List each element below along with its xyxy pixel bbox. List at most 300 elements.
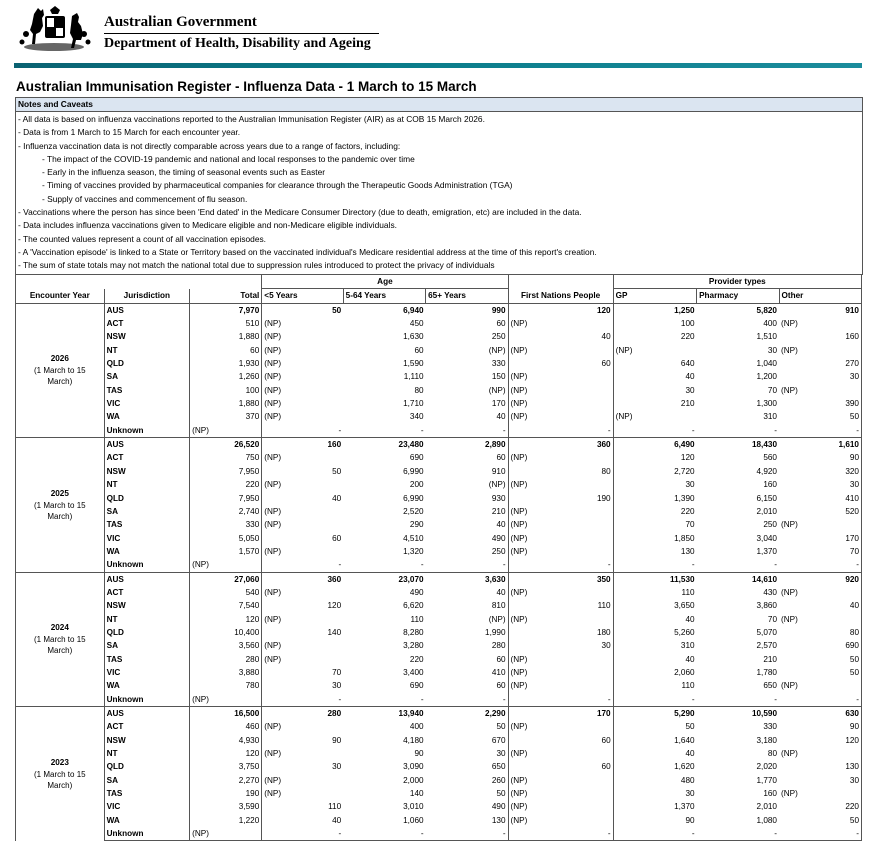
other-np-cell (779, 410, 810, 423)
65-plus-cell: - (502, 425, 506, 435)
gp-np-cell (613, 613, 648, 626)
jurisdiction-cell: NT (106, 749, 118, 759)
total-cell: 4,930 (190, 734, 262, 747)
gp-cell: 5,260 (674, 627, 695, 637)
other-np-cell (779, 357, 810, 370)
65-plus-cell: 810 (491, 601, 506, 611)
jurisdiction-cell: QLD (106, 359, 124, 369)
other-np-cell (779, 492, 810, 505)
under-5-cell: (NP) (262, 613, 343, 626)
gp-cell: - (691, 694, 695, 704)
first-nations-np-cell (508, 558, 540, 572)
pharmacy-cell: 430 (763, 587, 777, 597)
jurisdiction-cell: SA (106, 506, 118, 516)
total-cell: 7,970 (190, 303, 262, 317)
total-cell: 510 (190, 317, 262, 330)
jurisdiction-cell: NSW (106, 332, 126, 342)
gp-np-cell (613, 357, 648, 370)
first-nations-np-cell: (NP) (508, 774, 540, 787)
other-np-cell (779, 814, 810, 827)
gp-cell: 11,530 (648, 572, 696, 586)
under-5-cell: 160 (262, 438, 343, 452)
first-nations-cell (540, 653, 613, 666)
gp-cell (648, 344, 696, 357)
under-5-cell: (NP) (262, 518, 343, 531)
total-cell: (NP) (190, 424, 262, 438)
jurisdiction-cell: NT (106, 345, 118, 355)
table-row (16, 370, 862, 383)
other-cell (810, 787, 862, 800)
under-5-cell: (NP) (262, 410, 343, 423)
5-64-cell: - (420, 694, 424, 704)
col-under-5: <5 Years (262, 289, 343, 303)
under-5-cell: (NP) (262, 344, 343, 357)
table-row (16, 330, 862, 343)
total-cell: 120 (190, 747, 262, 760)
under-5-cell: (NP) (262, 747, 343, 760)
other-np-cell (779, 478, 810, 491)
5-64-cell: 8,280 (403, 627, 424, 637)
first-nations-np-cell (508, 626, 540, 639)
65-plus-cell: (NP) (488, 345, 506, 355)
65-plus-cell: - (426, 827, 508, 841)
gp-cell: 110 (681, 587, 695, 597)
jurisdiction-cell: VIC (106, 533, 121, 543)
first-nations-cell (540, 384, 613, 397)
first-nations-cell: 190 (596, 493, 611, 503)
65-plus-cell: 490 (491, 533, 506, 543)
gp-np-cell (613, 492, 648, 505)
pharmacy-cell: 80 (767, 749, 777, 759)
first-nations-cell (540, 545, 613, 558)
total-cell: 460 (190, 720, 262, 733)
5-64-cell: 290 (409, 520, 424, 530)
65-plus-cell: 410 (491, 667, 506, 677)
first-nations-np-cell: (NP) (508, 518, 540, 531)
first-nations-np-cell: (NP) (508, 720, 540, 733)
first-nations-cell (540, 370, 613, 383)
jurisdiction-cell: Unknown (106, 560, 144, 570)
first-nations-np-cell: (NP) (508, 747, 540, 760)
total-cell: (NP) (190, 693, 262, 707)
jurisdiction-cell: VIC (106, 802, 121, 812)
gp-cell: 220 (680, 506, 695, 516)
table-row (16, 478, 862, 491)
gp-cell: 120 (680, 453, 695, 463)
5-64-cell: 60 (414, 345, 424, 355)
table-row (16, 317, 862, 330)
5-64-cell: 1,630 (403, 332, 424, 342)
gp-cell: 2,720 (674, 466, 695, 476)
gp-cell (648, 410, 696, 423)
gp-cell: 480 (680, 775, 695, 785)
jurisdiction-cell: AUS (104, 707, 190, 721)
total-cell: 3,750 (190, 760, 262, 773)
first-nations-cell (540, 720, 613, 733)
65-plus-cell: 250 (491, 546, 506, 556)
table-row (16, 572, 862, 586)
jurisdiction-cell: NSW (106, 601, 126, 611)
other-np-cell (779, 800, 810, 813)
pharmacy-cell: 330 (763, 722, 777, 732)
pharmacy-cell: 400 (763, 319, 777, 329)
other-cell (810, 679, 862, 692)
first-nations-np-cell: (NP) (508, 410, 540, 423)
5-64-cell: 4,180 (403, 735, 424, 745)
under-5-cell: 360 (262, 572, 343, 586)
age-group-header: Age (262, 275, 508, 289)
65-plus-cell: (NP) (488, 385, 506, 395)
5-64-cell: 6,940 (343, 303, 425, 317)
jurisdiction-cell: SA (106, 641, 118, 651)
other-cell: 690 (810, 639, 862, 652)
other-np-cell (779, 599, 810, 612)
other-np-cell: (NP) (781, 789, 798, 799)
gp-cell: 1,250 (648, 303, 696, 317)
under-5-cell: (NP) (262, 451, 343, 464)
gp-cell: 40 (685, 614, 695, 624)
first-nations-np-cell (508, 827, 540, 841)
gp-np-cell (613, 679, 648, 692)
table-body (16, 303, 862, 841)
gp-np-cell (613, 518, 648, 531)
jurisdiction-cell: VIC (106, 667, 121, 677)
under-5-cell: (NP) (262, 787, 343, 800)
first-nations-np-cell: (NP) (508, 814, 540, 827)
65-plus-cell: 650 (491, 762, 506, 772)
note-line: - The counted values represent a count of all vaccination episodes. (18, 233, 266, 244)
encounter-year-cell: 2024 (1 March to 15 March) (16, 572, 105, 706)
5-64-cell: 3,090 (403, 762, 424, 772)
other-cell: 920 (810, 572, 862, 586)
jurisdiction-cell: WA (106, 546, 120, 556)
col-5-64: 5-64 Years (343, 289, 425, 303)
gp-cell: - (691, 425, 695, 435)
table-row (16, 613, 862, 626)
first-nations-cell (540, 800, 613, 813)
other-cell (810, 747, 862, 760)
gp-np-cell (613, 370, 648, 383)
encounter-year-cell: 2025 (1 March to 15 March) (16, 438, 105, 572)
5-64-cell: 490 (409, 587, 424, 597)
table-row (16, 747, 862, 760)
65-plus-cell: 990 (426, 303, 508, 317)
gp-np-cell (613, 397, 648, 410)
gp-np-cell (613, 424, 648, 438)
65-plus-cell: 250 (491, 332, 506, 342)
65-plus-cell: 2,290 (426, 707, 508, 721)
col-65-plus: 65+ Years (426, 289, 508, 303)
5-64-cell: 1,320 (403, 546, 424, 556)
other-np-cell (779, 370, 810, 383)
under-5-cell: (NP) (262, 317, 343, 330)
under-5-cell: (NP) (262, 370, 343, 383)
gp-np-cell (613, 545, 648, 558)
other-np-cell (779, 626, 810, 639)
65-plus-cell: 40 (496, 412, 506, 422)
total-cell: 280 (190, 653, 262, 666)
other-cell: 50 (810, 653, 862, 666)
first-nations-cell (540, 397, 613, 410)
total-cell: 1,880 (190, 397, 262, 410)
gp-cell: 30 (685, 789, 695, 799)
gp-cell: 1,620 (674, 762, 695, 772)
encounter-year-cell: 2023 (1 March to 15 March) (16, 707, 105, 841)
other-np-cell: (NP) (781, 614, 798, 624)
gp-cell: 6,490 (648, 438, 696, 452)
gp-np-cell (613, 760, 648, 773)
total-cell: 2,270 (190, 774, 262, 787)
pharmacy-cell: 2,010 (756, 802, 777, 812)
other-np-cell (779, 424, 810, 438)
other-cell: 50 (810, 666, 862, 679)
col-total: Total (190, 289, 262, 303)
table-row (16, 760, 862, 773)
under-5-cell: 50 (262, 465, 343, 478)
pharmacy-cell: 4,920 (756, 466, 777, 476)
first-nations-cell: 350 (540, 572, 613, 586)
under-5-cell: 120 (262, 599, 343, 612)
table-row (16, 626, 862, 639)
gp-cell: 1,850 (674, 533, 695, 543)
first-nations-np-cell: (NP) (508, 384, 540, 397)
total-cell: 100 (190, 384, 262, 397)
other-cell: 270 (810, 357, 862, 370)
other-cell (810, 344, 862, 357)
first-nations-np-cell (508, 599, 540, 612)
pharmacy-cell: 70 (767, 614, 777, 624)
5-64-cell: 1,110 (403, 372, 424, 382)
jurisdiction-cell: QLD (106, 627, 124, 637)
gp-cell: 1,370 (674, 802, 695, 812)
group-header-row (16, 275, 862, 289)
jurisdiction-cell: NSW (106, 466, 126, 476)
gp-cell: 30 (685, 385, 695, 395)
65-plus-cell: 3,630 (426, 572, 508, 586)
other-np-cell (779, 827, 810, 841)
65-plus-cell: 2,890 (426, 438, 508, 452)
5-64-cell: 110 (410, 614, 424, 624)
first-nations-np-cell: (NP) (508, 800, 540, 813)
pharmacy-cell: 2,570 (756, 641, 777, 651)
other-cell: 30 (810, 478, 862, 491)
pharmacy-cell: - (774, 425, 777, 435)
5-64-cell: 1,590 (403, 359, 424, 369)
first-nations-np-cell: (NP) (508, 344, 540, 357)
table-row (16, 827, 862, 841)
first-nations-np-cell (508, 639, 540, 652)
pharmacy-cell: 160 (763, 480, 777, 490)
65-plus-cell: - (502, 694, 506, 704)
first-nations-cell (540, 666, 613, 679)
gp-cell: 210 (680, 399, 695, 409)
first-nations-cell (540, 478, 613, 491)
65-plus-cell: 30 (496, 749, 506, 759)
first-nations-np-cell: (NP) (508, 451, 540, 464)
gp-np-cell (613, 814, 648, 827)
first-nations-cell: - (607, 560, 611, 570)
total-cell: 7,540 (190, 599, 262, 612)
under-5-cell: 70 (262, 666, 343, 679)
gp-np-cell (613, 774, 648, 787)
table-row (16, 410, 862, 423)
department-name: Department of Health, Disability and Ageing (104, 36, 371, 51)
influenza-data-table (15, 274, 862, 841)
5-64-cell: 23,070 (343, 572, 425, 586)
5-64-cell: 200 (409, 480, 424, 490)
jurisdiction-cell: WA (106, 681, 120, 691)
first-nations-cell (540, 586, 613, 599)
gp-np-cell (613, 720, 648, 733)
other-cell: - (810, 424, 862, 438)
first-nations-cell (540, 814, 613, 827)
col-first-nations: First Nations People (508, 289, 613, 303)
jurisdiction-cell: ACT (106, 587, 124, 597)
5-64-cell: 690 (409, 681, 424, 691)
jurisdiction-cell: ACT (106, 722, 124, 732)
total-cell: (NP) (190, 827, 262, 841)
first-nations-cell: 30 (601, 641, 611, 651)
5-64-cell: 80 (414, 385, 424, 395)
5-64-cell: 90 (414, 749, 424, 759)
first-nations-cell: 60 (601, 359, 611, 369)
first-nations-cell: 80 (601, 466, 611, 476)
gp-np-cell (613, 465, 648, 478)
5-64-cell: 340 (409, 412, 424, 422)
total-cell: 27,060 (190, 572, 262, 586)
first-nations-cell (540, 747, 613, 760)
65-plus-cell: (NP) (488, 480, 506, 490)
first-nations-np-cell: (NP) (508, 370, 540, 383)
5-64-cell: - (420, 425, 424, 435)
other-cell: 220 (810, 800, 862, 813)
gp-np-cell (613, 438, 648, 452)
gp-np-cell (613, 586, 648, 599)
gp-np-cell (613, 384, 648, 397)
coat-of-arms-icon (14, 4, 94, 56)
note-line: - A 'Vaccination episode' is linked to a State or Territory based on the vaccinated individual's Medicare residential address at the time of this report's creation. (18, 246, 597, 257)
other-np-cell (779, 532, 810, 545)
gp-np-cell (613, 303, 648, 317)
jurisdiction-cell: Unknown (106, 425, 144, 435)
first-nations-cell (540, 451, 613, 464)
other-cell: 160 (810, 330, 862, 343)
pharmacy-cell: - (774, 560, 777, 570)
first-nations-cell: 110 (597, 601, 611, 611)
col-gp: GP (613, 289, 696, 303)
col-pharmacy: Pharmacy (697, 289, 779, 303)
first-nations-cell (540, 613, 613, 626)
gp-cell: 1,390 (674, 493, 695, 503)
other-cell: 50 (810, 410, 862, 423)
pharmacy-cell: 5,070 (756, 627, 777, 637)
65-plus-cell: 40 (496, 520, 506, 530)
first-nations-cell (540, 518, 613, 531)
government-name: Australian Government (104, 14, 257, 30)
total-cell: 3,590 (190, 800, 262, 813)
other-np-cell (779, 774, 810, 787)
total-cell: 120 (190, 613, 262, 626)
pharmacy-cell: 210 (763, 654, 777, 664)
table-row (16, 438, 862, 452)
5-64-cell: 1,060 (403, 815, 424, 825)
total-cell: 750 (190, 451, 262, 464)
other-np-cell: (NP) (781, 587, 798, 597)
65-plus-cell: 260 (491, 775, 506, 785)
table-row (16, 707, 862, 721)
col-encounter-year: Encounter Year (16, 289, 105, 303)
note-line: - The impact of the COVID-19 pandemic and national and local responses to the pandemic over time (42, 153, 415, 164)
gp-np-cell (613, 639, 648, 652)
5-64-cell: 2,520 (403, 506, 424, 516)
table-row (16, 465, 862, 478)
other-cell (810, 613, 862, 626)
first-nations-cell: - (540, 827, 613, 841)
total-cell: 7,950 (190, 492, 262, 505)
other-np-cell (779, 397, 810, 410)
first-nations-cell: 40 (601, 332, 611, 342)
gp-np-cell (613, 558, 648, 572)
total-cell: 190 (190, 787, 262, 800)
other-np-cell (779, 707, 810, 721)
total-cell: 5,050 (190, 532, 262, 545)
col-other: Other (779, 289, 862, 303)
total-cell: 26,520 (190, 438, 262, 452)
note-line: - Early in the influenza season, the timing of seasonal events such as Easter (42, 167, 326, 178)
total-cell: 220 (190, 478, 262, 491)
other-cell: 30 (810, 370, 862, 383)
pharmacy-cell: 6,150 (756, 493, 777, 503)
encounter-year-cell: 2026 (1 March to 15 March) (16, 303, 105, 437)
table-row (16, 397, 862, 410)
pharmacy-cell: 1,780 (756, 667, 777, 677)
table-row (16, 505, 862, 518)
first-nations-np-cell: (NP) (508, 613, 540, 626)
table-row (16, 586, 862, 599)
jurisdiction-cell: TAS (106, 385, 123, 395)
under-5-cell: - (262, 827, 343, 841)
under-5-cell: (NP) (262, 545, 343, 558)
5-64-cell: 4,510 (403, 533, 424, 543)
pharmacy-cell: 310 (763, 412, 777, 422)
gp-cell: - (691, 560, 695, 570)
other-np-cell (779, 330, 810, 343)
gp-np-cell (613, 599, 648, 612)
page-title: Australian Immunisation Register - Influenza Data - 1 March to 15 March (16, 79, 477, 94)
table-row (16, 451, 862, 464)
other-cell: 120 (810, 734, 862, 747)
other-cell (810, 384, 862, 397)
table-row (16, 800, 862, 813)
other-np-cell (779, 438, 810, 452)
jurisdiction-cell: WA (106, 412, 120, 422)
first-nations-np-cell (508, 303, 540, 317)
other-cell: 50 (810, 814, 862, 827)
5-64-cell: 140 (409, 789, 424, 799)
other-cell: 80 (810, 626, 862, 639)
other-cell: 1,610 (810, 438, 862, 452)
note-line: - The sum of state totals may not match the national total due to suppression rules introduced to protect the privacy of individuals (18, 260, 495, 271)
other-cell: 90 (810, 451, 862, 464)
65-plus-cell: 330 (491, 359, 506, 369)
first-nations-cell (540, 505, 613, 518)
under-5-cell: 40 (262, 814, 343, 827)
table-row (16, 558, 862, 572)
pharmacy-cell: - (774, 694, 777, 704)
first-nations-np-cell (508, 330, 540, 343)
5-64-cell: 13,940 (343, 707, 425, 721)
note-line: - Influenza vaccination data is not directly comparable across years due to a range of factors, including: (18, 140, 401, 151)
